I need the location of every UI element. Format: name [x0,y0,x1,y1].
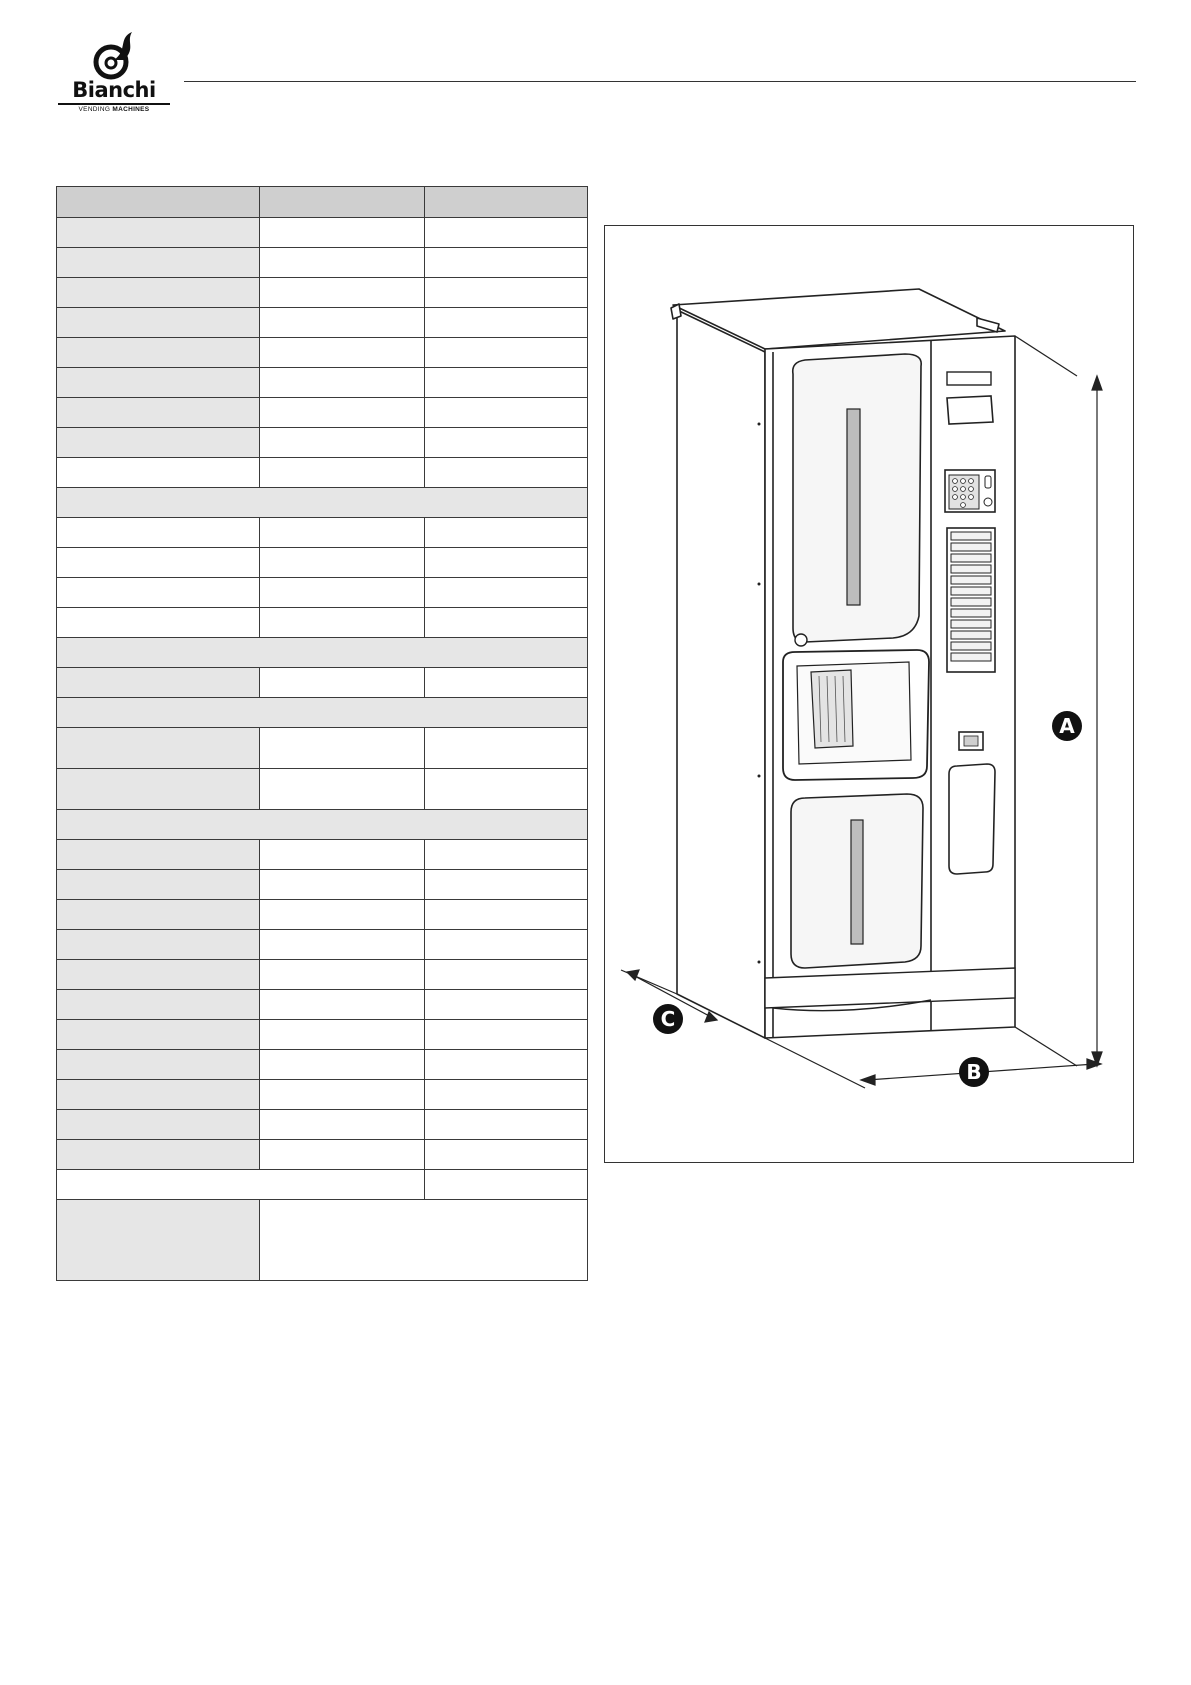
table-cell [260,428,425,458]
table-header-cell [260,187,425,218]
table-row [57,428,588,458]
section-row [57,810,588,840]
table-cell [260,368,425,398]
row-label-cell [57,960,260,990]
table-row [57,960,588,990]
row-label-cell [57,668,260,698]
table-row [57,218,588,248]
section-cell [57,638,588,668]
table-row [57,1020,588,1050]
row-label-cell [57,990,260,1020]
row-label-cell [57,1110,260,1140]
row-label-cell [57,1020,260,1050]
table-row [57,728,588,769]
table-cell [425,1140,588,1170]
table-row [57,1140,588,1170]
upper-window-strip [847,409,860,605]
table-cell [425,458,588,488]
section-row [57,698,588,728]
table-cell [260,608,425,638]
table-row [57,518,588,548]
brand-name: Bianchi [72,78,156,102]
row-label-cell [57,368,260,398]
merged-cell [57,1170,425,1200]
table-cell [260,278,425,308]
notes-label-cell [57,1200,260,1281]
row-label-cell [57,218,260,248]
table-cell [260,1110,425,1140]
table-cell [425,1170,588,1200]
table-cell [425,248,588,278]
table-cell [260,308,425,338]
lower-window-strip [851,820,863,944]
row-label-cell [57,608,260,638]
brand-tagline [56,107,172,114]
table-cell [425,960,588,990]
brand-underline [58,103,170,105]
dimension-b [765,1038,1101,1088]
table-row [57,1050,588,1080]
table-cell [425,218,588,248]
header-rule [184,81,1136,82]
row-label-cell [57,1140,260,1170]
table-cell [425,428,588,458]
dimension-marker-b [959,1057,989,1087]
table-row [57,338,588,368]
row-label-cell [57,840,260,870]
svg-text:C: C [660,1007,676,1031]
table-cell [260,769,425,810]
coin-return-icon [984,498,992,506]
section-row [57,488,588,518]
table-cell [425,578,588,608]
table-row [57,930,588,960]
table-row [57,1170,588,1200]
display-screen [947,372,991,385]
table-cell [425,518,588,548]
table-cell [425,668,588,698]
row-label-cell [57,578,260,608]
table-header-cell [425,187,588,218]
coin-return-tray [949,764,995,874]
table-cell [260,248,425,278]
table-row [57,398,588,428]
spec-table [56,186,588,1281]
table-cell [425,308,588,338]
table-cell [425,1110,588,1140]
row-label-cell [57,930,260,960]
table-cell [425,608,588,638]
table-cell [260,1020,425,1050]
table-cell [425,728,588,769]
cup-holder [811,670,853,748]
table-row [57,548,588,578]
brand-tagline-light: VENDING [78,106,111,113]
machine-figure [604,225,1134,1163]
table-header-cell [57,187,260,218]
table-row [57,769,588,810]
table-cell [260,668,425,698]
table-cell [260,458,425,488]
row-label-cell [57,769,260,810]
table-row [57,308,588,338]
table-cell [260,1140,425,1170]
table-row [57,368,588,398]
table-cell [425,398,588,428]
table-row [57,248,588,278]
info-panel [947,396,993,424]
row-label-cell [57,308,260,338]
table-cell [260,900,425,930]
brand-logo [56,30,172,113]
section-row [57,638,588,668]
brand-tagline-bold: MACHINES [112,106,150,113]
table-cell [260,990,425,1020]
table-row [57,900,588,930]
flame-logo-icon [56,30,172,82]
row-label-cell [57,398,260,428]
table-cell [425,1080,588,1110]
row-label-cell [57,248,260,278]
table-cell [425,1020,588,1050]
table-cell [260,960,425,990]
table-cell [425,278,588,308]
table-cell [260,930,425,960]
section-cell [57,810,588,840]
table-cell [260,728,425,769]
table-cell [425,990,588,1020]
row-label-cell [57,428,260,458]
table-cell [260,870,425,900]
table-cell [425,338,588,368]
table-cell [260,518,425,548]
notes-row [57,1200,588,1281]
row-label-cell [57,548,260,578]
table-row [57,278,588,308]
table-row [57,870,588,900]
svg-text:B: B [966,1060,982,1084]
table-cell [425,1050,588,1080]
row-label-cell [57,870,260,900]
vending-machine-drawing [605,226,1133,1162]
table-cell [425,900,588,930]
dimension-marker-c [653,1004,683,1034]
table-cell [425,548,588,578]
table-cell [260,398,425,428]
section-cell [57,488,588,518]
door-lock-icon [795,634,807,646]
table-row [57,990,588,1020]
table-cell [260,218,425,248]
table-cell [425,769,588,810]
table-cell [425,930,588,960]
row-label-cell [57,1050,260,1080]
table-cell [425,840,588,870]
table-cell [260,578,425,608]
table-row [57,1110,588,1140]
table-cell [425,368,588,398]
table-cell [425,870,588,900]
section-cell [57,698,588,728]
notes-cell [260,1200,588,1281]
table-cell [260,1050,425,1080]
table-row [57,458,588,488]
row-label-cell [57,1080,260,1110]
row-label-cell [57,900,260,930]
table-header-row [57,187,588,218]
table-cell [260,1080,425,1110]
row-label-cell [57,338,260,368]
table-row [57,608,588,638]
table-row [57,840,588,870]
row-label-cell [57,278,260,308]
dimension-a [1015,336,1102,1066]
row-label-cell [57,458,260,488]
table-cell [260,338,425,368]
table-row [57,578,588,608]
coin-slot-icon [985,476,991,488]
table-cell [260,840,425,870]
row-label-cell [57,518,260,548]
table-row [57,668,588,698]
table-row [57,1080,588,1110]
row-label-cell [57,728,260,769]
table-cell [260,548,425,578]
svg-text:A: A [1059,714,1075,738]
dimension-marker-a [1052,711,1082,741]
